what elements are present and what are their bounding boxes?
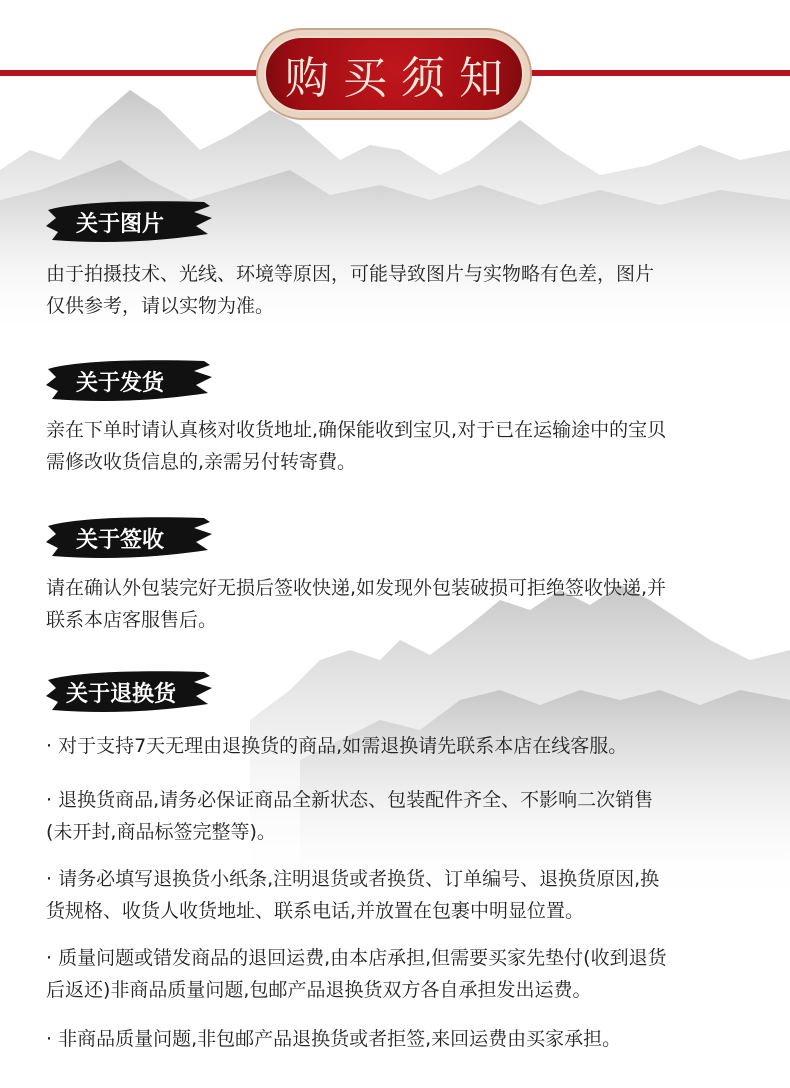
section-heading-shipping (44, 355, 214, 407)
body-line: 请在确认外包装完好无损后签收快递,如发现外包装破损可拒绝签收快递,并 (46, 577, 667, 599)
body-line: · 退换货商品,请务必保证商品全新状态、包装配件齐全、不影响二次销售 (46, 789, 654, 811)
body-line: 由于拍摄技术、光线、环境等原因，可能导致图片与实物略有色差，图片 (46, 263, 655, 285)
section-heading-label: 关于退换货 (66, 681, 177, 707)
section-heading-label: 关于发货 (76, 370, 165, 396)
body-line: (未开封,商品标签完整等)。 (46, 821, 276, 843)
body-line: 货规格、收货人收货地址、联系电话,并放置在包裹中明显位置。 (46, 900, 585, 922)
returns-item-3 (46, 863, 756, 927)
section-heading-returns (44, 666, 214, 718)
section-body-receipt (46, 572, 756, 636)
body-line: · 对于支持7天无理由退换货的商品,如需退换请先联系本店在线客服。 (46, 735, 628, 757)
returns-item-5 (46, 1023, 756, 1055)
body-line: · 请务必填写退换货小纸条,注明退货或者换货、订单编号、退换货原因,换 (46, 868, 660, 890)
section-heading-receipt (44, 512, 214, 564)
title-badge-inner (264, 36, 524, 112)
title-right-rule (525, 70, 790, 76)
section-body-images (46, 258, 756, 322)
body-line: 亲在下单时请认真核对收货地址,确保能收到宝贝,对于已在运输途中的宝贝 (46, 419, 667, 441)
body-line: 需修改收货信息的,亲需另付转寄費。 (46, 451, 357, 473)
section-heading-images (44, 196, 214, 248)
title-left-rule (0, 70, 265, 76)
body-line: · 非商品质量问题,非包邮产品退换货或者拒签,来回运费由买家承担。 (46, 1028, 622, 1050)
section-body-shipping (46, 414, 756, 478)
returns-item-2 (46, 784, 756, 848)
body-line: · 质量问题或错发商品的退回运费,由本店承担,但需要买家先垫付(收到退货 (46, 947, 667, 969)
returns-item-1 (46, 730, 756, 762)
returns-item-4 (46, 942, 756, 1006)
section-heading-label: 关于图片 (76, 211, 165, 237)
page-title: 购买须知 (285, 53, 517, 104)
title-badge (258, 30, 530, 118)
section-heading-label: 关于签收 (76, 527, 165, 553)
body-line: 联系本店客服售后。 (46, 609, 218, 631)
body-line: 仅供参考，请以实物为准。 (46, 295, 275, 317)
body-line: 后返还)非商品质量问题,包邮产品退换货双方各自承担发出运费。 (46, 979, 592, 1001)
